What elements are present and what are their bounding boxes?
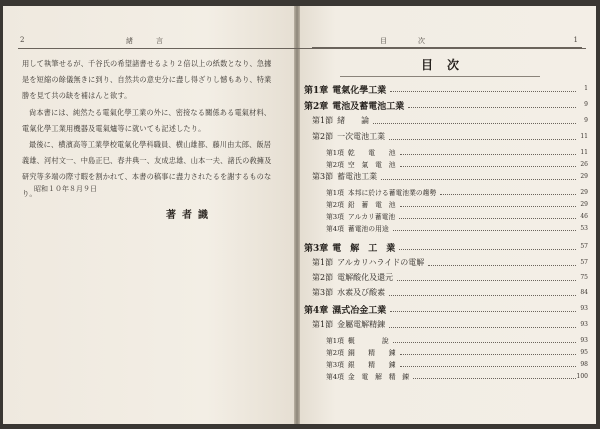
toc-entry [300, 303, 596, 317]
toc-entry-number: 第4項 [326, 373, 344, 381]
toc-entry-title: 蓄電池の用途 [347, 225, 389, 233]
toc-entry-label [312, 272, 393, 283]
toc-entry-number: 第2項 [326, 349, 344, 357]
toc-entry-page: 1 [584, 85, 588, 92]
toc-entry-page: 53 [580, 225, 588, 232]
toc-entry-title: アルカリ蓄電池 [347, 213, 396, 221]
toc-entry [300, 131, 596, 145]
right-header-rule [312, 47, 582, 48]
toc-entry-page: 57 [580, 243, 588, 250]
toc-entry-page: 29 [580, 173, 588, 180]
toc-title: 目次 [420, 58, 473, 72]
toc-entry-title: 蓄電池工業 [337, 172, 378, 181]
toc-entry-label [326, 335, 389, 345]
toc-entry-label [326, 187, 436, 197]
toc-entry-number: 第1項 [326, 189, 344, 197]
toc-entry [300, 223, 596, 237]
toc-entry-page: 26 [580, 161, 588, 168]
toc-entry [300, 272, 596, 286]
toc-entry-label [326, 371, 409, 381]
toc-leader-dots [400, 165, 576, 167]
toc-leader-dots [408, 106, 576, 108]
toc-entry-number: 第1節 [312, 320, 334, 329]
toc-entry-number: 第3項 [326, 213, 344, 221]
toc-entry-label [312, 319, 385, 330]
toc-entry-label [304, 83, 386, 96]
toc-leader-dots [399, 248, 576, 250]
toc-leader-dots [390, 310, 576, 312]
toc-entry-title: 緒 論 [337, 116, 370, 125]
toc-entry [300, 287, 596, 301]
toc-entry-page: 29 [580, 201, 588, 208]
preface-body [22, 56, 278, 202]
toc-leader-dots [400, 365, 576, 367]
toc-entry-label [312, 287, 385, 298]
toc-leader-dots [428, 264, 576, 266]
toc-entry-page: 46 [580, 213, 588, 220]
toc-entry [300, 241, 596, 255]
toc-title-rule [340, 76, 540, 77]
preface-paragraph: 用して執筆せるが、千谷氏の希望諸書せるより２倍以上の紙数となり、急據是を短縮の餘儀無きに到り、自然共の意史分に盡し得ざりし憾もあり、特業勝を見て共の缺を補はんと欲す。 [22, 59, 272, 101]
preface-paragraph: 最後に、横濱高等工業學校電氣化學科職員、横山雄都、藤川由太郎、飯居義雄、河村文一、中島正巳、春井典一、友成忠雄、山本一夫、諸氏の敎擁及研究等多端の際寸暇を割かれて、本書の稿事に盡力されたるを謝するものなり。 [22, 140, 272, 198]
toc-entry-label [326, 147, 396, 157]
toc-entry-page: 9 [584, 101, 588, 108]
toc-entry-label [304, 303, 386, 316]
toc-entry-label [326, 223, 389, 233]
right-page-number: 1 [573, 36, 578, 44]
toc-entry-number: 第2章 [304, 102, 329, 112]
toc-entry-page: 75 [580, 274, 588, 281]
toc-leader-dots [397, 279, 576, 281]
toc-entry-title: 鉛 蓄 電 池 [347, 201, 396, 209]
toc-entry-title: 電 解 工 業 [332, 244, 396, 254]
toc-entry-page: 100 [576, 373, 588, 380]
toc-entry-page: 95 [580, 349, 588, 356]
toc-entry-title: 概 說 [347, 337, 389, 345]
toc-entry-number: 第4章 [304, 306, 329, 316]
toc-entry-label [326, 211, 395, 221]
toc-entry-number: 第2節 [312, 132, 334, 141]
toc-entry [300, 319, 596, 333]
toc-entry-title: 一次電池工業 [337, 132, 386, 141]
toc-leader-dots [393, 341, 576, 343]
toc-entry-title: 銀 精 錬 [347, 361, 396, 369]
right-header-title: 目 次 [380, 37, 437, 45]
toc-leader-dots [440, 193, 576, 195]
toc-entry-page: 98 [580, 361, 588, 368]
toc-entry-page: 9 [584, 117, 588, 124]
toc-entry-label [326, 199, 396, 209]
toc-entry-label [312, 115, 369, 126]
toc-entry-label [326, 359, 396, 369]
toc-entry [300, 115, 596, 129]
toc-entry-title: 電池及蓄電池工業 [332, 102, 405, 112]
preface-date: 昭和１０年８月９日 [34, 185, 97, 193]
toc-leader-dots [373, 122, 576, 124]
toc-entry-title: 濕式冶金工業 [332, 306, 387, 316]
toc-entry-label [312, 131, 385, 142]
toc-entry [300, 371, 596, 385]
toc-entry-number: 第1章 [304, 86, 329, 96]
toc-leader-dots [400, 205, 576, 207]
toc-leader-dots [393, 229, 576, 231]
toc-entry-page: 57 [580, 259, 588, 266]
toc-entry-label [304, 99, 404, 112]
toc-entry-label [326, 347, 396, 357]
toc-entry-page: 29 [580, 189, 588, 196]
author-signature: 著者識 [166, 210, 214, 221]
toc-entry-number: 第2節 [312, 273, 334, 282]
toc-leader-dots [389, 138, 576, 140]
toc-entry-number: 第1項 [326, 337, 344, 345]
toc-entry [300, 171, 596, 185]
toc-leader-dots [399, 217, 576, 219]
preface-paragraph: 尙本書には、純然たる電氣化學工業の外に、密接なる關係ある電氣材料、電氣化學工業用機器及電氣爐等に就いても記述したり。 [22, 107, 272, 133]
toc-entry-title: 乾 電 池 [347, 149, 396, 157]
toc-entry-number: 第1節 [312, 116, 334, 125]
toc-entry-page: 11 [580, 149, 588, 156]
table-of-contents [300, 80, 596, 420]
left-header-title: 緒 言 [126, 37, 171, 45]
toc-entry-title: 金屬電解精錬 [337, 320, 386, 329]
toc-entry-title: 空 氣 電 池 [347, 161, 396, 169]
toc-entry-label [304, 241, 395, 254]
toc-entry-page: 11 [580, 133, 588, 140]
toc-entry-number: 第2項 [326, 201, 344, 209]
toc-entry [300, 257, 596, 271]
toc-entry-number: 第2項 [326, 161, 344, 169]
toc-entry-title: 水素及び酸素 [337, 288, 386, 297]
toc-entry [300, 83, 596, 97]
toc-entry-title: 電解酸化及還元 [337, 273, 394, 282]
toc-entry-page: 93 [580, 321, 588, 328]
left-header-rule [18, 48, 586, 49]
toc-leader-dots [381, 178, 576, 180]
toc-leader-dots [389, 294, 576, 296]
toc-entry-number: 第3節 [312, 172, 334, 181]
toc-entry-number: 第3節 [312, 288, 334, 297]
toc-entry-page: 93 [580, 305, 588, 312]
toc-entry-number: 第3項 [326, 361, 344, 369]
toc-entry-page: 84 [580, 289, 588, 296]
toc-entry-label [326, 159, 396, 169]
toc-entry-title: 電氣化學工業 [332, 86, 387, 96]
toc-entry-title: アルカリハライドの電解 [337, 258, 425, 267]
toc-entry-title: 本邦に於ける蓄電池業の趨勢 [347, 189, 437, 197]
toc-leader-dots [413, 377, 576, 379]
toc-entry-number: 第1項 [326, 149, 344, 157]
toc-entry-title: 金 電 解 精 錬 [347, 373, 410, 381]
toc-leader-dots [390, 90, 576, 92]
toc-leader-dots [400, 153, 576, 155]
toc-entry-number: 第3章 [304, 244, 329, 254]
left-page-number: 2 [20, 36, 25, 44]
toc-entry-label [312, 257, 424, 268]
toc-leader-dots [389, 326, 576, 328]
toc-entry-page: 93 [580, 337, 588, 344]
toc-entry-number: 第4項 [326, 225, 344, 233]
toc-leader-dots [400, 353, 576, 355]
toc-entry-number: 第1節 [312, 258, 334, 267]
toc-entry-label [312, 171, 377, 182]
toc-entry-title: 銅 精 錬 [347, 349, 396, 357]
toc-entry [300, 99, 596, 113]
